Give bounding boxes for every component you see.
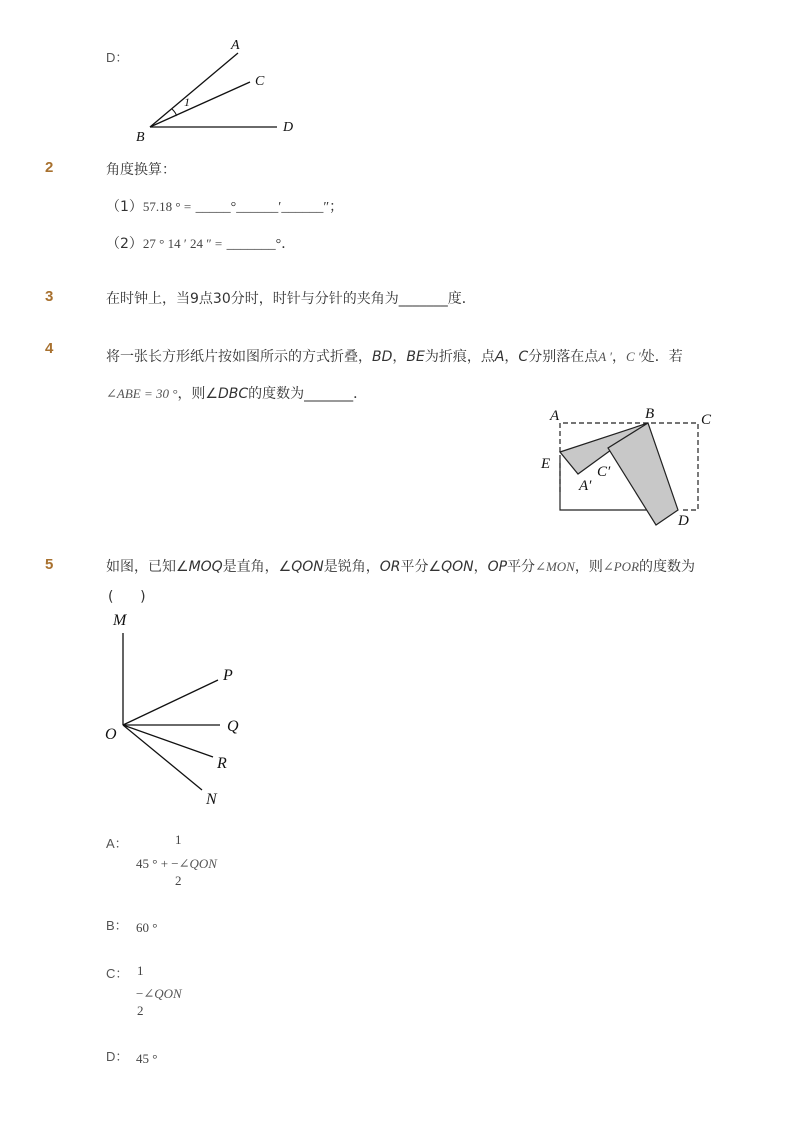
ray-on — [123, 725, 202, 790]
folding-figure — [530, 400, 730, 535]
option-a-label: A： — [106, 836, 128, 851]
q5-answer-parentheses: ( ) — [108, 589, 146, 605]
q4-line1: 将一张长方形纸片按如图所示的方式折叠，BD，BE为折痕，点A，C分别落在点A ′，C ′处．若 — [106, 349, 683, 365]
point-b-label: B — [136, 130, 145, 145]
option-d-value: 45 ° — [136, 1051, 158, 1066]
fig2-label-a: A — [550, 408, 560, 424]
q2-title: 角度换算： — [106, 162, 176, 178]
fig3-label-q: Q — [227, 718, 239, 735]
fig3-label-r: R — [217, 755, 227, 772]
question-number-3: 3 — [45, 288, 54, 305]
option-b-label: B： — [106, 918, 128, 933]
option-b-value: 60 ° — [136, 920, 158, 935]
option-a-fraction-denominator: 2 — [175, 873, 182, 888]
fig2-label-d: D — [678, 513, 689, 529]
point-d-label: D — [283, 120, 294, 135]
fig2-label-c-prime: C′ — [597, 464, 611, 480]
ray-or — [123, 725, 213, 757]
fig3-label-m: M — [113, 612, 127, 629]
fig2-label-e: E — [541, 456, 551, 472]
ray-op — [123, 680, 218, 725]
q2-part2: （2）27 ° 14 ′ 24 ″ = _______°． — [106, 236, 296, 252]
option-d-label-prev: D： — [106, 50, 129, 65]
q5-line1: 如图，已知∠MOQ是直角，∠QON是锐角，OR平分∠QON，OP平分∠MON，则∠POR的度数为 — [106, 559, 696, 575]
fig3-label-p: P — [223, 667, 233, 684]
point-c-label: C — [255, 74, 265, 89]
fig3-label-o: O — [105, 726, 117, 743]
fig3-label-n: N — [206, 791, 217, 808]
ray-ba — [150, 53, 238, 127]
question-number-5: 5 — [45, 556, 54, 573]
angle-1-label: 1 — [184, 95, 190, 109]
point-a-label: A — [231, 38, 240, 53]
option-a-expression: 45 ° + −∠QON — [136, 856, 217, 871]
rays-figure — [95, 605, 265, 810]
option-c-expression: −∠QON — [136, 986, 182, 1001]
option-c-label: C： — [106, 966, 129, 981]
ray-bc — [150, 82, 250, 127]
angle-figure-1 — [130, 35, 310, 145]
option-c-fraction-denominator: 2 — [137, 1003, 144, 1018]
question-number-4: 4 — [45, 340, 54, 357]
question-number-2: 2 — [45, 159, 54, 176]
q2-part1: （1）57.18 ° = _____°______′______″； — [106, 199, 344, 215]
option-d-label: D： — [106, 1049, 129, 1064]
option-a-fraction-numerator: 1 — [175, 832, 182, 847]
fig2-label-c: C — [701, 412, 712, 428]
q4-line2: ∠ABE = 30 °，则∠DBC的度数为_______． — [106, 386, 368, 402]
fig2-label-a-prime: A′ — [579, 478, 592, 494]
option-c-fraction-numerator: 1 — [137, 963, 144, 978]
fig2-label-b: B — [645, 406, 655, 422]
q3-text: 在时钟上，当9点30分时，时针与分针的夹角为_______度． — [106, 291, 476, 307]
